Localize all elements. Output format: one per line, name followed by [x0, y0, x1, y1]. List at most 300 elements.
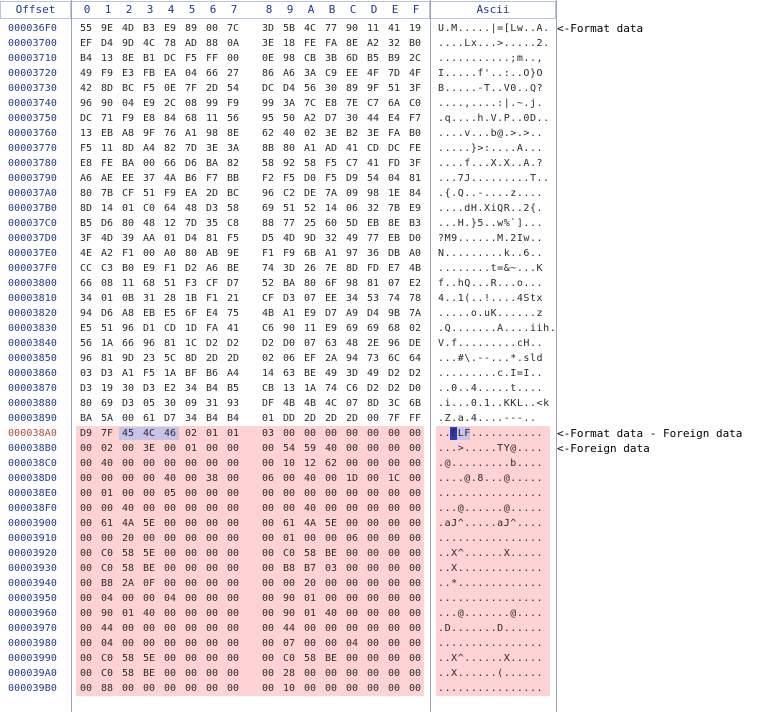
hex-byte[interactable]: 00 [345, 563, 359, 574]
hex-byte[interactable]: 00 [121, 683, 135, 694]
hex-byte[interactable]: 98 [366, 188, 380, 199]
hex-byte[interactable]: FD [387, 158, 401, 169]
hex-byte[interactable]: B2 [345, 128, 359, 139]
ascii-text[interactable]: ....,....:|.~.j. [438, 98, 544, 109]
hex-byte[interactable]: A6 [282, 68, 296, 79]
hex-byte[interactable]: 00 [205, 548, 219, 559]
hex-byte[interactable]: 32 [324, 233, 338, 244]
hex-byte[interactable]: 00 [184, 638, 198, 649]
hex-byte[interactable]: 84 [408, 188, 422, 199]
ascii-text[interactable]: ....Lx...>.....2. [438, 38, 550, 49]
hex-byte[interactable]: 00 [303, 428, 317, 439]
hex-byte[interactable]: 00 [408, 488, 422, 499]
hex-byte[interactable]: 4A [303, 518, 317, 529]
hex-byte[interactable]: 00 [387, 503, 401, 514]
hex-byte[interactable]: FE [408, 143, 422, 154]
hex-byte[interactable]: EB [100, 128, 114, 139]
hex-byte[interactable]: 4B [408, 263, 422, 274]
hex-byte[interactable]: 2D [345, 413, 359, 424]
hex-byte[interactable]: 00 [324, 578, 338, 589]
hex-byte[interactable]: 00 [366, 683, 380, 694]
hex-byte[interactable]: 00 [324, 638, 338, 649]
hex-byte[interactable]: E9 [408, 203, 422, 214]
ascii-text[interactable]: U.M.....|=[Lw..A. [438, 23, 550, 34]
hex-byte[interactable]: 7E [324, 263, 338, 274]
hex-byte[interactable]: 4C [142, 428, 156, 439]
hex-byte[interactable]: 34 [184, 413, 198, 424]
hex-byte[interactable]: 00 [205, 638, 219, 649]
hex-byte[interactable]: 00 [408, 503, 422, 514]
hex-byte[interactable]: 8D [345, 263, 359, 274]
hex-byte[interactable]: A2 [100, 248, 114, 259]
hex-byte[interactable]: 7D [387, 68, 401, 79]
hex-byte[interactable]: 07 [282, 638, 296, 649]
hex-byte[interactable]: F5 [324, 173, 338, 184]
hex-byte[interactable]: EB [142, 308, 156, 319]
hex-byte[interactable]: 51 [387, 83, 401, 94]
hex-byte[interactable]: 00 [366, 533, 380, 544]
hex-byte[interactable]: 00 [366, 473, 380, 484]
hex-byte[interactable]: 00 [163, 668, 177, 679]
hex-byte[interactable]: 00 [184, 563, 198, 574]
hex-byte[interactable]: 00 [387, 593, 401, 604]
ascii-text[interactable]: .@.........b.... [438, 458, 544, 469]
hex-byte[interactable]: 00 [261, 503, 275, 514]
hex-byte[interactable]: 01 [100, 293, 114, 304]
hex-byte[interactable]: CB [303, 53, 317, 64]
hex-byte[interactable]: 7D [184, 143, 198, 154]
hex-byte[interactable]: 00 [345, 443, 359, 454]
hex-byte[interactable]: 00 [163, 503, 177, 514]
hex-byte[interactable]: 00 [387, 608, 401, 619]
hex-byte[interactable]: 00 [226, 53, 240, 64]
hex-byte[interactable]: A1 [282, 308, 296, 319]
hex-row[interactable] [0, 66, 556, 81]
hex-byte[interactable]: 66 [163, 158, 177, 169]
hex-byte[interactable]: 52 [261, 278, 275, 289]
hex-byte[interactable]: DC [163, 53, 177, 64]
hex-byte[interactable]: 64 [408, 353, 422, 364]
hex-byte[interactable]: A6 [79, 173, 93, 184]
hex-byte[interactable]: 2C [408, 53, 422, 64]
hex-byte[interactable]: 7D [184, 218, 198, 229]
hex-byte[interactable]: 00 [205, 653, 219, 664]
hex-byte[interactable]: 00 [184, 488, 198, 499]
hex-byte[interactable]: 08 [100, 278, 114, 289]
hex-byte[interactable]: 01 [121, 608, 135, 619]
hex-row[interactable] [0, 636, 556, 651]
ascii-text[interactable]: ....dH.XiQR..2{. [438, 203, 544, 214]
ascii-text[interactable]: B.....-T..V0..Q? [438, 83, 544, 94]
hex-byte[interactable]: 11 [121, 278, 135, 289]
ascii-text[interactable]: ....f...X.X..A.? [438, 158, 544, 169]
hex-byte[interactable]: D0 [282, 338, 296, 349]
hex-byte[interactable]: 54 [282, 443, 296, 454]
hex-byte[interactable]: 00 [282, 488, 296, 499]
hex-byte[interactable]: A2 [303, 113, 317, 124]
hex-byte[interactable]: B4 [79, 53, 93, 64]
hex-byte[interactable]: EB [366, 218, 380, 229]
ascii-text[interactable]: .Z.a.4....---.. [438, 413, 537, 424]
hex-byte[interactable]: 3E [261, 38, 275, 49]
hex-byte[interactable]: 9D [121, 38, 135, 49]
hex-byte[interactable]: 32 [387, 38, 401, 49]
hex-byte[interactable]: D7 [163, 413, 177, 424]
hex-row[interactable] [0, 546, 556, 561]
hex-byte[interactable]: 00 [366, 638, 380, 649]
hex-byte[interactable]: E8 [142, 113, 156, 124]
hex-byte[interactable]: 7A [324, 188, 338, 199]
hex-byte[interactable]: 98 [345, 278, 359, 289]
hex-byte[interactable]: 28 [163, 293, 177, 304]
hex-byte[interactable]: 48 [142, 218, 156, 229]
hex-byte[interactable]: 00 [226, 458, 240, 469]
hex-byte[interactable]: 2A [121, 578, 135, 589]
hex-byte[interactable]: F5 [282, 173, 296, 184]
hex-byte[interactable]: 00 [226, 623, 240, 634]
hex-byte[interactable]: 34 [79, 293, 93, 304]
hex-byte[interactable]: E4 [387, 113, 401, 124]
hex-byte[interactable]: A4 [142, 143, 156, 154]
hex-byte[interactable]: A1 [303, 143, 317, 154]
hex-byte[interactable]: 3A [226, 143, 240, 154]
hex-byte[interactable]: 4F [408, 68, 422, 79]
hex-byte[interactable]: 80 [79, 398, 93, 409]
hex-row[interactable] [0, 276, 556, 291]
hex-byte[interactable]: 3A [282, 98, 296, 109]
hex-byte[interactable]: 95 [261, 113, 275, 124]
hex-byte[interactable]: 00 [205, 593, 219, 604]
hex-byte[interactable]: 3F [408, 158, 422, 169]
ascii-text[interactable]: I.....f'..:..O}O [438, 68, 544, 79]
hex-byte[interactable]: 00 [226, 593, 240, 604]
hex-byte[interactable]: FF [408, 413, 422, 424]
hex-byte[interactable]: 36 [366, 248, 380, 259]
hex-byte[interactable]: 00 [366, 668, 380, 679]
hex-byte[interactable]: 61 [100, 518, 114, 529]
hex-byte[interactable]: F5 [184, 53, 198, 64]
hex-row[interactable] [0, 501, 556, 516]
hex-byte[interactable]: D3 [121, 398, 135, 409]
hex-byte[interactable]: 1A [100, 338, 114, 349]
hex-byte[interactable]: 04 [163, 593, 177, 604]
hex-byte[interactable]: CD [366, 143, 380, 154]
hex-row[interactable] [0, 306, 556, 321]
hex-byte[interactable]: 52 [303, 203, 317, 214]
hex-byte[interactable]: 77 [282, 218, 296, 229]
hex-byte[interactable]: 81 [205, 233, 219, 244]
hex-byte[interactable]: 1D [184, 323, 198, 334]
hex-byte[interactable]: C2 [282, 188, 296, 199]
hex-byte[interactable]: 88 [205, 38, 219, 49]
hex-byte[interactable]: 00 [261, 533, 275, 544]
hex-byte[interactable]: E9 [324, 323, 338, 334]
hex-byte[interactable]: BA [282, 278, 296, 289]
hex-byte[interactable]: 56 [79, 338, 93, 349]
hex-byte[interactable]: 00 [163, 518, 177, 529]
hex-byte[interactable]: 00 [226, 518, 240, 529]
hex-byte[interactable]: 6D [345, 53, 359, 64]
hex-byte[interactable]: 00 [387, 428, 401, 439]
hex-byte[interactable]: 64 [163, 203, 177, 214]
hex-byte[interactable]: 00 [163, 443, 177, 454]
hex-byte[interactable]: B1 [142, 53, 156, 64]
hex-byte[interactable]: 61 [282, 518, 296, 529]
hex-byte[interactable]: 04 [345, 638, 359, 649]
hex-byte[interactable]: 06 [261, 473, 275, 484]
hex-byte[interactable]: 01 [205, 428, 219, 439]
hex-byte[interactable]: 80 [79, 188, 93, 199]
hex-byte[interactable]: DC [261, 83, 275, 94]
hex-byte[interactable]: 00 [226, 533, 240, 544]
hex-byte[interactable]: 55 [79, 23, 93, 34]
hex-byte[interactable]: BC [226, 188, 240, 199]
hex-byte[interactable]: 78 [408, 293, 422, 304]
hex-byte[interactable]: 40 [324, 443, 338, 454]
hex-byte[interactable]: 08 [184, 98, 198, 109]
ascii-text[interactable]: f..hQ...R...o... [438, 278, 544, 289]
hex-byte[interactable]: 96 [121, 323, 135, 334]
hex-byte[interactable]: 00 [142, 248, 156, 259]
hex-byte[interactable]: 4C [324, 398, 338, 409]
hex-byte[interactable]: 00 [79, 488, 93, 499]
hex-byte[interactable]: CC [79, 263, 93, 274]
hex-byte[interactable]: 8D [121, 143, 135, 154]
hex-byte[interactable]: 5C [163, 353, 177, 364]
hex-byte[interactable]: 00 [142, 623, 156, 634]
hex-byte[interactable]: 63 [282, 368, 296, 379]
ascii-text[interactable]: ................ [438, 593, 544, 604]
hex-byte[interactable]: 14 [100, 203, 114, 214]
hex-byte[interactable]: 50 [282, 113, 296, 124]
hex-byte[interactable]: 00 [121, 593, 135, 604]
hex-byte[interactable]: D0 [408, 233, 422, 244]
hex-byte[interactable]: 14 [324, 203, 338, 214]
hex-byte[interactable]: 19 [100, 383, 114, 394]
hex-byte[interactable]: 07 [303, 338, 317, 349]
hex-byte[interactable]: 00 [163, 683, 177, 694]
hex-byte[interactable]: 00 [79, 563, 93, 574]
hex-byte[interactable]: D2 [261, 338, 275, 349]
hex-byte[interactable]: 00 [205, 533, 219, 544]
ascii-text[interactable]: V.f.........cH.. [438, 338, 544, 349]
hex-row[interactable] [0, 396, 556, 411]
hex-byte[interactable]: 06 [345, 203, 359, 214]
hex-byte[interactable]: DE [408, 338, 422, 349]
hex-byte[interactable]: 4C [142, 38, 156, 49]
hex-byte[interactable]: 00 [184, 593, 198, 604]
hex-byte[interactable]: 00 [226, 443, 240, 454]
hex-byte[interactable]: A0 [408, 248, 422, 259]
hex-byte[interactable]: 00 [142, 503, 156, 514]
hex-byte[interactable]: 00 [261, 608, 275, 619]
hex-byte[interactable]: 00 [226, 608, 240, 619]
hex-byte[interactable]: 01 [184, 443, 198, 454]
hex-byte[interactable]: F5 [226, 233, 240, 244]
hex-byte[interactable]: 00 [226, 548, 240, 559]
hex-byte[interactable]: 41 [345, 143, 359, 154]
hex-byte[interactable]: 49 [345, 233, 359, 244]
hex-byte[interactable]: 00 [261, 458, 275, 469]
hex-byte[interactable]: CF [261, 293, 275, 304]
hex-byte[interactable]: BE [226, 263, 240, 274]
hex-byte[interactable]: 5E [142, 653, 156, 664]
ascii-text[interactable]: .aJ^.....aJ^.... [438, 518, 544, 529]
hex-byte[interactable]: 00 [205, 488, 219, 499]
hex-byte[interactable]: 62 [324, 458, 338, 469]
hex-byte[interactable]: A1 [184, 128, 198, 139]
hex-byte[interactable]: 3F [79, 233, 93, 244]
hex-byte[interactable]: B9 [387, 53, 401, 64]
hex-byte[interactable]: 74 [261, 263, 275, 274]
hex-byte[interactable]: 00 [226, 683, 240, 694]
hex-byte[interactable]: F5 [79, 143, 93, 154]
hex-byte[interactable]: 00 [184, 623, 198, 634]
hex-byte[interactable]: 00 [79, 638, 93, 649]
hex-row[interactable] [0, 591, 556, 606]
hex-byte[interactable]: A8 [121, 308, 135, 319]
hex-byte[interactable]: 00 [324, 488, 338, 499]
hex-byte[interactable]: 96 [387, 338, 401, 349]
hex-byte[interactable]: 00 [387, 578, 401, 589]
hex-byte[interactable]: 00 [366, 488, 380, 499]
hex-byte[interactable]: D1 [142, 323, 156, 334]
hex-byte[interactable]: 14 [261, 368, 275, 379]
hex-byte[interactable]: EB [387, 233, 401, 244]
hex-byte[interactable]: 00 [261, 638, 275, 649]
hex-byte[interactable]: 1C [184, 338, 198, 349]
hex-row[interactable] [0, 186, 556, 201]
hex-byte[interactable]: 5B [282, 23, 296, 34]
hex-byte[interactable]: 00 [324, 533, 338, 544]
hex-byte[interactable]: 00 [345, 518, 359, 529]
hex-byte[interactable]: D0 [303, 173, 317, 184]
hex-byte[interactable]: F9 [100, 68, 114, 79]
hex-row[interactable] [0, 621, 556, 636]
hex-byte[interactable]: E5 [79, 323, 93, 334]
hex-byte[interactable]: 9F [142, 128, 156, 139]
hex-byte[interactable]: 04 [100, 593, 114, 604]
hex-byte[interactable]: 69 [261, 203, 275, 214]
hex-byte[interactable]: 69 [100, 398, 114, 409]
hex-byte[interactable]: D4 [100, 38, 114, 49]
hex-byte[interactable]: 4A [163, 173, 177, 184]
hex-byte[interactable]: 1C [387, 473, 401, 484]
hex-byte[interactable]: B5 [366, 53, 380, 64]
hex-byte[interactable]: 49 [79, 68, 93, 79]
hex-byte[interactable]: B0 [121, 263, 135, 274]
hex-byte[interactable]: 06 [345, 533, 359, 544]
hex-byte[interactable]: 82 [163, 143, 177, 154]
hex-byte[interactable]: 00 [261, 563, 275, 574]
hex-byte[interactable]: 00 [205, 443, 219, 454]
hex-byte[interactable]: 00 [408, 653, 422, 664]
hex-byte[interactable]: 40 [303, 503, 317, 514]
hex-byte[interactable]: 00 [408, 563, 422, 574]
hex-byte[interactable]: 44 [366, 113, 380, 124]
hex-byte[interactable]: 90 [282, 593, 296, 604]
hex-byte[interactable]: 4C [303, 23, 317, 34]
hex-byte[interactable]: 58 [226, 203, 240, 214]
hex-byte[interactable]: D2 [387, 368, 401, 379]
hex-byte[interactable]: 04 [387, 173, 401, 184]
hex-byte[interactable]: F9 [121, 113, 135, 124]
hex-byte[interactable]: 62 [261, 128, 275, 139]
hex-byte[interactable]: D6 [184, 158, 198, 169]
hex-byte[interactable]: BA [205, 158, 219, 169]
hex-byte[interactable]: 40 [163, 473, 177, 484]
hex-byte[interactable]: 7F [184, 83, 198, 94]
hex-byte[interactable]: 13 [100, 53, 114, 64]
hex-byte[interactable]: 5E [142, 548, 156, 559]
hex-byte[interactable]: 00 [261, 488, 275, 499]
hex-byte[interactable]: 90 [345, 23, 359, 34]
ascii-text[interactable]: ...@......@..... [438, 503, 544, 514]
hex-byte[interactable]: 00 [184, 533, 198, 544]
hex-byte[interactable]: FF [205, 53, 219, 64]
hex-byte[interactable]: 00 [366, 593, 380, 604]
hex-byte[interactable]: 02 [184, 428, 198, 439]
hex-byte[interactable]: 00 [387, 458, 401, 469]
hex-byte[interactable]: 49 [324, 368, 338, 379]
hex-byte[interactable]: 07 [345, 398, 359, 409]
hex-row[interactable] [0, 81, 556, 96]
hex-byte[interactable]: 11 [205, 113, 219, 124]
hex-byte[interactable]: 4B [282, 398, 296, 409]
hex-byte[interactable]: 5D [345, 218, 359, 229]
hex-byte[interactable]: 89 [345, 83, 359, 94]
hex-byte[interactable]: BF [184, 368, 198, 379]
hex-byte[interactable]: 00 [142, 473, 156, 484]
hex-byte[interactable]: 06 [282, 353, 296, 364]
hex-byte[interactable]: 00 [345, 683, 359, 694]
hex-byte[interactable]: 0A [226, 38, 240, 49]
hex-byte[interactable]: 74 [324, 383, 338, 394]
hex-row[interactable] [0, 561, 556, 576]
ascii-text[interactable]: 4..1(..!....4Stx [438, 293, 544, 304]
hex-byte[interactable]: 00 [79, 473, 93, 484]
hex-byte[interactable]: 4D [121, 23, 135, 34]
hex-byte[interactable]: 2D [205, 353, 219, 364]
hex-byte[interactable]: 51 [100, 323, 114, 334]
hex-byte[interactable]: 00 [184, 548, 198, 559]
hex-byte[interactable]: 27 [226, 68, 240, 79]
hex-byte[interactable]: 00 [184, 683, 198, 694]
hex-byte[interactable]: 54 [366, 173, 380, 184]
hex-byte[interactable]: 00 [184, 668, 198, 679]
hex-byte[interactable]: 00 [408, 668, 422, 679]
hex-byte[interactable]: 2D [324, 413, 338, 424]
hex-byte[interactable]: 9E [100, 23, 114, 34]
hex-row[interactable] [0, 456, 556, 471]
hex-byte[interactable]: AE [100, 173, 114, 184]
hex-byte[interactable]: 12 [303, 458, 317, 469]
hex-byte[interactable]: 74 [387, 293, 401, 304]
hex-byte[interactable]: 1D [345, 473, 359, 484]
hex-byte[interactable]: 7F [387, 413, 401, 424]
hex-byte[interactable]: 23 [142, 353, 156, 364]
hex-byte[interactable]: CF [121, 188, 135, 199]
hex-byte[interactable]: 01 [282, 533, 296, 544]
hex-byte[interactable]: 96 [142, 338, 156, 349]
hex-byte[interactable]: FB [142, 68, 156, 79]
hex-byte[interactable]: 3B [324, 53, 338, 64]
hex-byte[interactable]: B4 [205, 413, 219, 424]
ascii-text[interactable]: N.........k..6.. [438, 248, 544, 259]
hex-byte[interactable]: 00 [163, 638, 177, 649]
hex-byte[interactable]: 40 [142, 608, 156, 619]
hex-byte[interactable]: 26 [303, 263, 317, 274]
